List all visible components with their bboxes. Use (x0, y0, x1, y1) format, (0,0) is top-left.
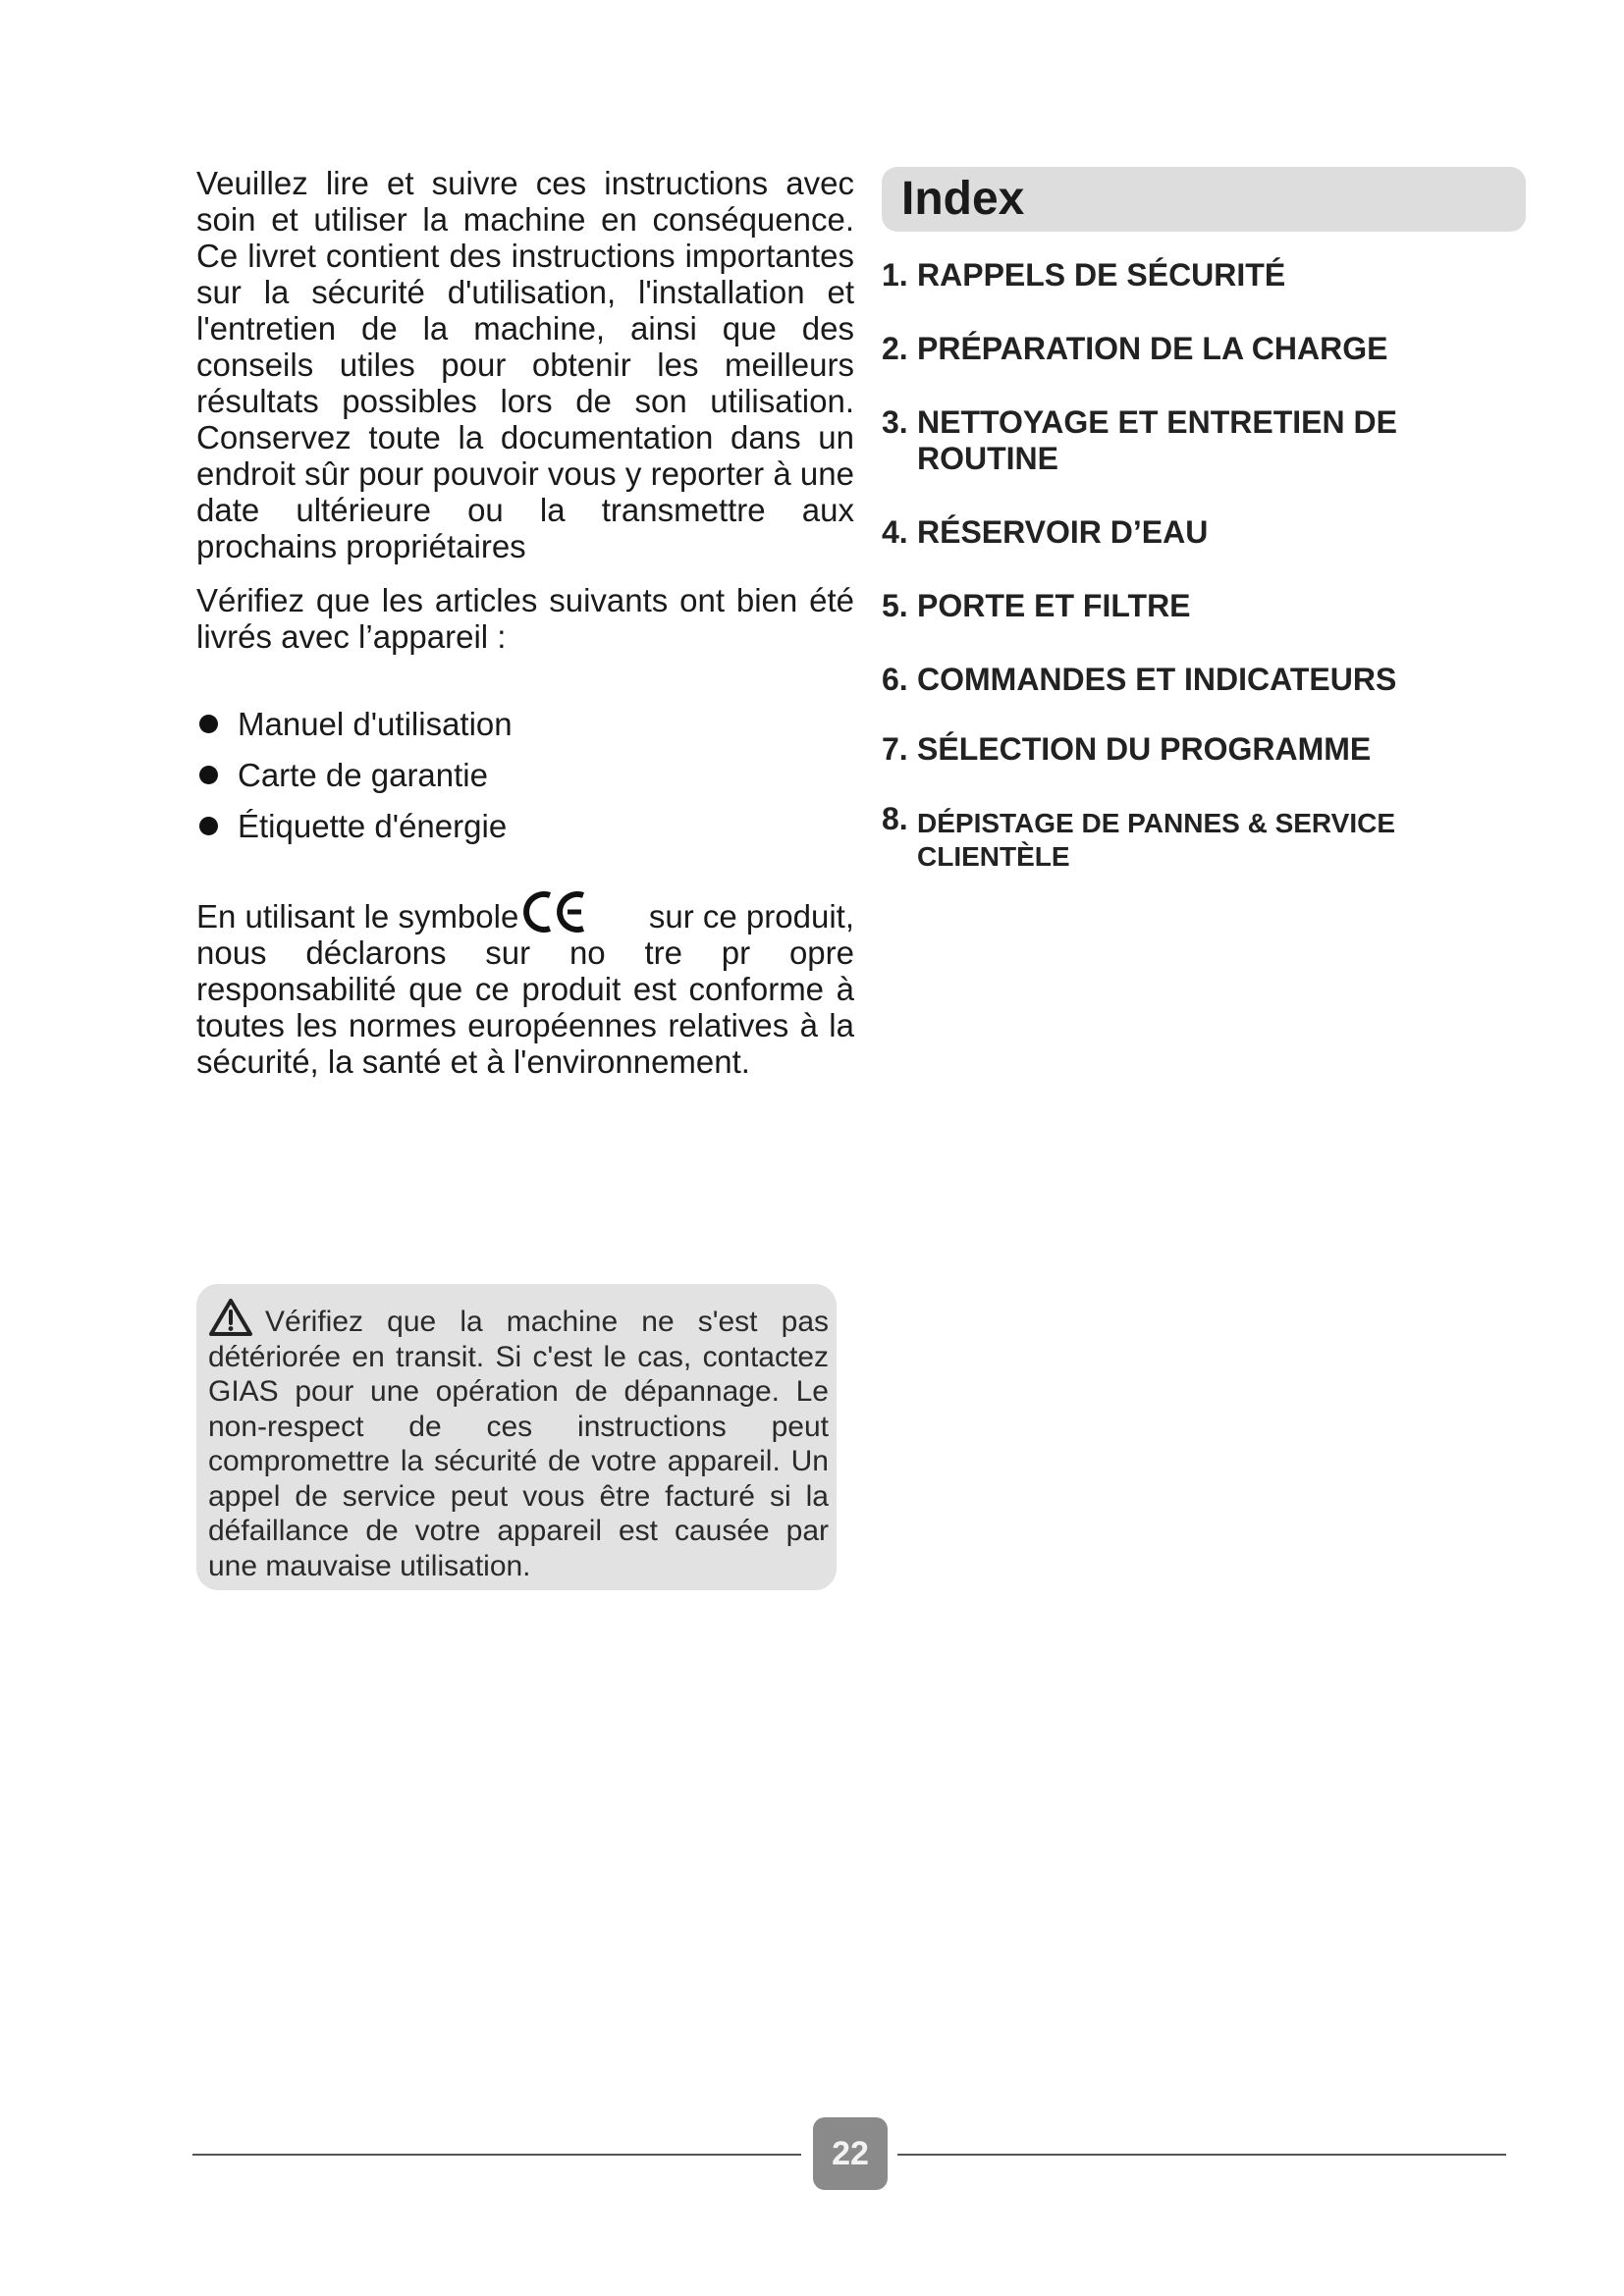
list-item (196, 757, 854, 793)
list-item-label: Étiquette d'énergie (238, 808, 508, 844)
bullet-icon (199, 715, 218, 733)
index-item-5 (882, 588, 1191, 624)
index-header (882, 167, 1526, 232)
index-item-7 (882, 731, 1371, 768)
index-item-number: 5. (882, 588, 908, 623)
ce-text-before: En utilisant le symbole (196, 898, 519, 934)
page-number: 22 (813, 2117, 888, 2190)
index-item-number: 6. (882, 662, 908, 697)
index-item-2 (882, 331, 1387, 367)
list-item (196, 706, 854, 742)
index-item-label: RÉSERVOIR D’EAU (917, 514, 1209, 550)
index-item-label: DÉPISTAGE DE PANNES & SERVICE CLIENTÈLE (917, 808, 1395, 872)
index-item-label: COMMANDES ET INDICATEURS (917, 662, 1397, 697)
bullet-icon (199, 766, 218, 784)
index-item-label: RAPPELS DE SÉCURITÉ (917, 257, 1286, 293)
index-item-3 (882, 404, 1432, 477)
index-item-label: NETTOYAGE ET ENTRETIEN DE ROUTINE (917, 404, 1397, 476)
ce-text-rest: nous déclarons sur no tre pr opre responsabilité que ce produit est conforme à toutes les normes européennes relatives à la sécurité, la santé et à l'environnement. (196, 934, 854, 1080)
ce-mark-icon (520, 889, 589, 934)
intro-paragraph: Veuillez lire et suivre ces instructions avec soin et utiliser la machine en conséquence. Ce livret contient des instructions importantes sur la sécurité d'utilisation, l'installation et l'entretien de la machine, ainsi que des conseils utiles pour obtenir les meilleurs résultats possibles lors de son utilisation. Conservez toute la documentation dans un endroit sûr pour pouvoir vous y reporter à une date ultérieure ou la transmettre aux prochains propriétaires (196, 165, 854, 564)
index-item-number: 3. (882, 404, 908, 440)
warning-box (196, 1284, 837, 1590)
bullet-icon (199, 817, 218, 835)
index-item-1 (882, 257, 1285, 294)
delivered-items-list (196, 706, 854, 844)
list-item (196, 808, 854, 844)
delivery-check-paragraph: Vérifiez que les articles suivants ont bien été livrés avec l’appareil : (196, 582, 854, 655)
index-item-4 (882, 514, 1208, 551)
index-item-8 (882, 801, 1451, 874)
index-item-label: PRÉPARATION DE LA CHARGE (917, 331, 1388, 366)
index-item-number: 2. (882, 331, 908, 366)
index-item-6 (882, 662, 1396, 698)
index-item-number: 8. (882, 801, 908, 836)
footer-divider-right (897, 2154, 1506, 2156)
index-item-label: SÉLECTION DU PROGRAMME (917, 731, 1372, 767)
left-column (196, 165, 854, 1080)
footer-divider-left (192, 2154, 801, 2156)
warning-triangle-icon (208, 1298, 253, 1337)
index-item-number: 7. (882, 731, 908, 767)
list-item-label: Carte de garantie (238, 757, 488, 793)
index-title: Index (901, 173, 1025, 225)
index-item-number: 4. (882, 514, 908, 550)
index-item-number: 1. (882, 257, 908, 293)
warning-text: Vérifiez que la machine ne s'est pas détériorée en transit. Si c'est le cas, contactez GIAS pour une opération de dépannage. Le non-respect de ces instructions peut compromettre la sécurité de votre appareil. Un appel de service peut vous être facturé si la défaillance de votre appareil est causée par une mauvaise utilisation. (208, 1306, 829, 1582)
index-item-label: PORTE ET FILTRE (917, 588, 1191, 623)
ce-text-after: sur ce produit, (648, 898, 854, 934)
ce-declaration (196, 889, 854, 1080)
list-item-label: Manuel d'utilisation (238, 706, 513, 742)
